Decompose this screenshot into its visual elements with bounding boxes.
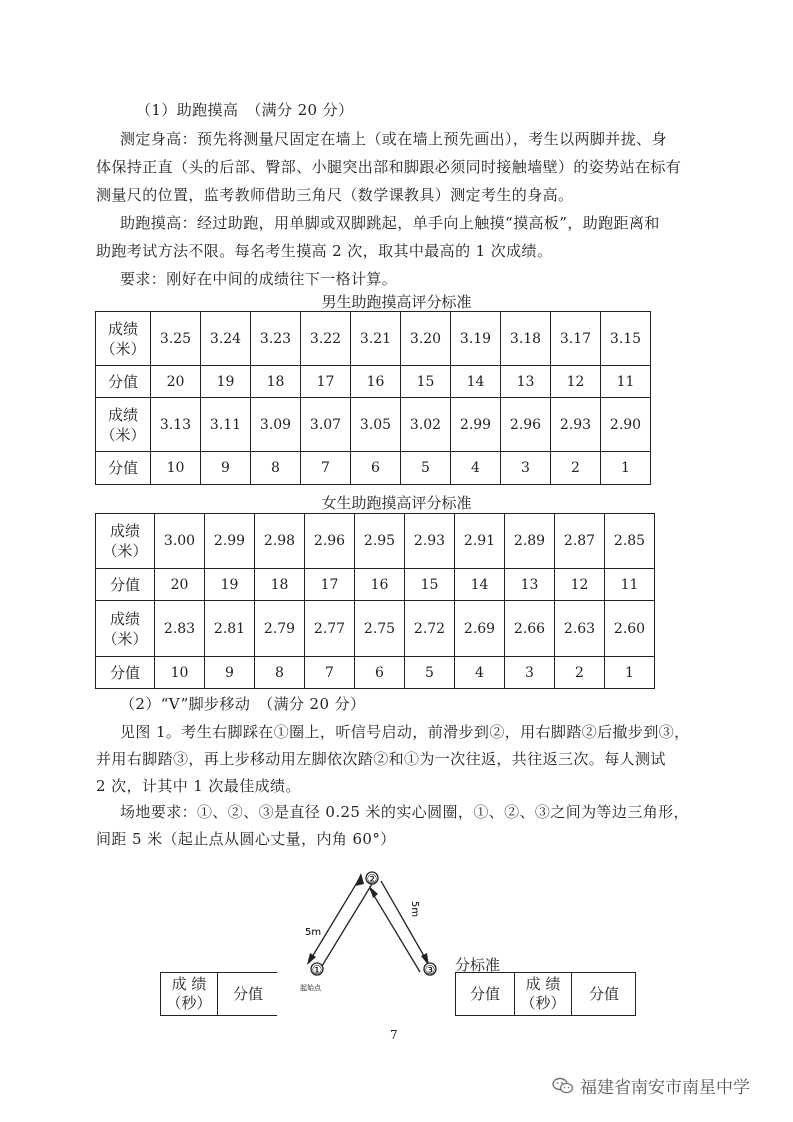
table-cell: 8 [251, 452, 301, 485]
table-cell: 2.89 [505, 514, 555, 569]
table-cell: 20 [155, 569, 205, 601]
partial-points-cell: 分值 [588, 985, 619, 1003]
points-label-cell: 分值 [96, 452, 151, 485]
table-cell: 1 [601, 452, 651, 485]
table-cell: 12 [551, 366, 601, 398]
table-cell: 20 [151, 366, 201, 398]
table-cell: 2.99 [451, 398, 501, 452]
table-cell: 3.11 [201, 398, 251, 452]
watermark [552, 1073, 750, 1098]
table-cell: 3.09 [251, 398, 301, 452]
partial-points-cell: 分值 [219, 973, 278, 1015]
table-cell: 9 [205, 657, 255, 689]
points-label-cell: 分值 [96, 657, 155, 689]
marker-1-label: ① [311, 963, 323, 977]
table-cell: 11 [601, 366, 651, 398]
marker-3-label: ③ [424, 963, 436, 977]
watermark-text: 福建省南安市南星中学 [580, 1078, 750, 1098]
table-cell: 2.99 [205, 514, 255, 569]
para-field-2: 间距 5 米（起止点从圆心丈量，内角 60°） [96, 830, 396, 848]
table-cell: 18 [255, 569, 305, 601]
score-label-cell: 成绩 （米） [96, 601, 155, 657]
partial-score-cell: 成 绩 （秒） [515, 973, 572, 1015]
start-point-label: 起始点 [300, 984, 321, 992]
points-label-cell: 分值 [96, 366, 151, 398]
para-requirement: 要求：刚好在中间的成绩往下一格计算。 [120, 270, 398, 288]
table-cell: 2.66 [505, 601, 555, 657]
para-run-touch-1: 助跑摸高：经过助跑，用单脚或双脚跳起，单手向上触摸“摸高板”，助跑距离和 [120, 214, 660, 232]
table-cell: 14 [455, 569, 505, 601]
section1-heading: （1）助跑摸高 （满分 20 分） [136, 101, 354, 119]
table-cell: 3.23 [251, 312, 301, 366]
side-length-label-left: 5m [305, 927, 322, 938]
table-cell: 9 [201, 452, 251, 485]
wechat-icon [552, 1077, 574, 1095]
table-cell: 2.95 [355, 514, 405, 569]
table-cell: 3 [501, 452, 551, 485]
table-cell: 3.25 [151, 312, 201, 366]
table-cell: 10 [151, 452, 201, 485]
table-cell: 2.60 [605, 601, 655, 657]
table-cell: 15 [401, 366, 451, 398]
table-cell: 5 [405, 657, 455, 689]
table-cell: 3.20 [401, 312, 451, 366]
table-cell: 2.81 [205, 601, 255, 657]
table-cell: 3.05 [351, 398, 401, 452]
table-cell: 16 [351, 366, 401, 398]
table-cell: 4 [451, 452, 501, 485]
table-cell: 3.15 [601, 312, 651, 366]
side-length-label-right: 5m [409, 901, 420, 918]
table-cell: 3.07 [301, 398, 351, 452]
table-cell: 8 [255, 657, 305, 689]
table-cell: 6 [351, 452, 401, 485]
table-cell: 11 [605, 569, 655, 601]
table-cell: 2.85 [605, 514, 655, 569]
table-cell: 2 [551, 452, 601, 485]
table-cell: 7 [301, 452, 351, 485]
table-cell: 3.22 [301, 312, 351, 366]
table-cell: 4 [455, 657, 505, 689]
table-cell: 2.98 [255, 514, 305, 569]
score-label-cell: 成绩 （米） [96, 398, 151, 452]
para-measure-height-2: 体保持正直（头的后部、臀部、小腿突出部和脚跟必须同时接触墙壁）的姿势站在标有 [96, 158, 682, 176]
para-run-touch-2: 助跑考试方法不限。每名考生摸高 2 次，取其中最高的 1 次成绩。 [96, 242, 553, 260]
table-cell: 7 [305, 657, 355, 689]
table-cell: 18 [251, 366, 301, 398]
table-cell: 5 [401, 452, 451, 485]
table-cell: 13 [505, 569, 555, 601]
partial-table-title: 分标准 [455, 956, 501, 974]
para-v-step-3: 2 次，计其中 1 次最佳成绩。 [96, 777, 301, 795]
para-measure-height-1: 测定身高：预先将测量尺固定在墙上（或在墙上预先画出），考生以两脚并拢、身 [120, 130, 667, 148]
table-cell: 19 [205, 569, 255, 601]
table-cell: 17 [305, 569, 355, 601]
table-cell: 2.69 [455, 601, 505, 657]
table-cell: 2.93 [405, 514, 455, 569]
table-cell: 3.19 [451, 312, 501, 366]
table-cell: 12 [555, 569, 605, 601]
female-table-title: 女生助跑摸高评分标准 [321, 494, 472, 512]
table-cell: 2.90 [601, 398, 651, 452]
table-cell: 2.83 [155, 601, 205, 657]
table-cell: 3.24 [201, 312, 251, 366]
table-cell: 17 [301, 366, 351, 398]
table-cell: 3.00 [155, 514, 205, 569]
page-number: 7 [390, 1028, 398, 1042]
table-cell: 13 [501, 366, 551, 398]
table-cell: 3.21 [351, 312, 401, 366]
partial-score-cell: 成 绩 （秒） [161, 973, 218, 1015]
para-v-step-2: 并用右脚踏③，再上步移动用左脚依次踏②和①为一次往返，共往返三次。每人测试 [96, 750, 666, 768]
para-v-step-1: 见图 1。考生右脚踩在①圈上，听信号启动，前滑步到②，用右脚踏②后撤步到③， [120, 723, 690, 741]
table-cell: 6 [355, 657, 405, 689]
table-cell: 2.75 [355, 601, 405, 657]
table-cell: 10 [155, 657, 205, 689]
table-cell: 2.63 [555, 601, 605, 657]
para-field-1: 场地要求：①、②、③是直径 0.25 米的实心圆圈，①、②、③之间为等边三角形， [120, 803, 689, 821]
para-measure-height-3: 测量尺的位置，监考教师借助三角尺（数学课教具）测定考生的身高。 [96, 186, 574, 204]
table-cell: 3 [505, 657, 555, 689]
partial-points-cell: 分值 [456, 973, 515, 1015]
table-cell: 2.87 [555, 514, 605, 569]
table-cell: 2.79 [255, 601, 305, 657]
table-cell: 2.91 [455, 514, 505, 569]
table-cell: 3.13 [151, 398, 201, 452]
table-cell: 3.02 [401, 398, 451, 452]
table-cell: 2.72 [405, 601, 455, 657]
table-cell: 15 [405, 569, 455, 601]
table-cell: 2.77 [305, 601, 355, 657]
section2-heading: （2）“V”脚步移动 （满分 20 分） [120, 695, 366, 713]
table-cell: 1 [605, 657, 655, 689]
table-cell: 2 [555, 657, 605, 689]
points-label-cell: 分值 [96, 569, 155, 601]
table-cell: 19 [201, 366, 251, 398]
marker-2-label: ② [366, 872, 378, 886]
table-cell: 2.96 [501, 398, 551, 452]
table-cell: 3.18 [501, 312, 551, 366]
table-cell: 14 [451, 366, 501, 398]
male-table-title: 男生助跑摸高评分标准 [321, 293, 472, 311]
table-cell: 2.93 [551, 398, 601, 452]
score-label-cell: 成绩 （米） [96, 514, 155, 569]
table-cell: 16 [355, 569, 405, 601]
table-cell: 3.17 [551, 312, 601, 366]
score-label-cell: 成绩 （米） [96, 312, 151, 366]
table-cell: 2.96 [305, 514, 355, 569]
